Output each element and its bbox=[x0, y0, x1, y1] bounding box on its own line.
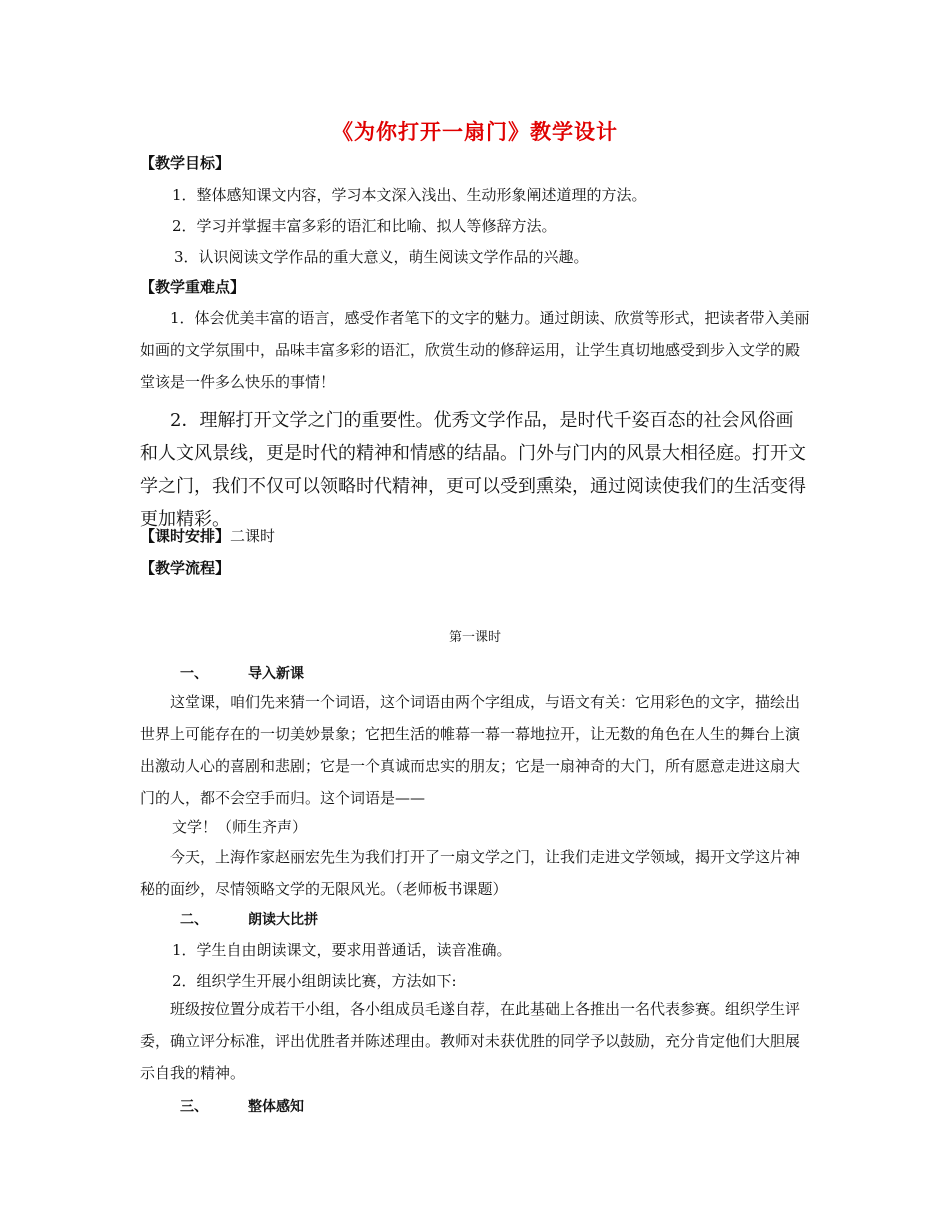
section-number: 三、 bbox=[180, 1099, 208, 1115]
section-title: 整体感知 bbox=[248, 1099, 304, 1115]
keypoints-heading: 【教学重难点】 bbox=[140, 278, 246, 296]
section1-paragraph-2: 文学！（师生齐声） bbox=[172, 818, 308, 836]
section-number: 二、 bbox=[180, 912, 208, 928]
section-title: 导入新课 bbox=[248, 666, 304, 682]
lesson-title: 第一课时 bbox=[448, 630, 501, 645]
keypoint-paragraph-2: 2．理解打开文学之门的重要性。优秀文学作品，是时代千姿百态的社会风俗画和人文风景线，更是时代的精神和情感的结晶。门外与门内的风景大相径庭。打开文学之门，我们不仅可以领略时代精神，更可以受到熏染，通过阅读使我们的生活变得更加精彩。 bbox=[140, 410, 806, 530]
schedule-heading bbox=[140, 525, 275, 546]
process-heading: 【教学流程】 bbox=[140, 559, 231, 577]
keypoint-paragraph-1: 1．体会优美丰富的语言，感受作者笔下的文字的魅力。通过朗读、欣赏等形式，把读者带入美丽如画的文学氛围中，品味丰富多彩的语汇，欣赏生动的修辞运用，让学生真切地感受到步入文学的殿堂该是一件多么快乐的事情！ bbox=[140, 309, 810, 391]
section1-paragraph-3: 今天，上海作家赵丽宏先生为我们打开了一扇文学之门，让我们走进文学领域，揭开文学这片神秘的面纱，尽情领略文学的无限风光。（老师板书课题） bbox=[140, 848, 801, 898]
section-heading-3 bbox=[180, 1096, 304, 1116]
goal-item-1: 1．整体感知课文内容，学习本文深入浅出、生动形象阐述道理的方法。 bbox=[172, 186, 647, 204]
section-title: 朗读大比拼 bbox=[248, 912, 318, 928]
schedule-heading-label: 【课时安排】 bbox=[140, 527, 231, 545]
goals-heading: 【教学目标】 bbox=[140, 154, 231, 172]
section2-item-2: 2．组织学生开展小组朗读比赛，方法如下: bbox=[172, 972, 457, 990]
section2-paragraph: 班级按位置分成若干小组，各小组成员毛遂自荐，在此基础上各推出一名代表参赛。组织学生评委，确立评分标准，评出优胜者并陈述理由。教师对未获优胜的同学予以鼓励，充分肯定他们大胆展示自我的精神。 bbox=[140, 1000, 801, 1082]
section-number: 一、 bbox=[180, 666, 208, 682]
goal-item-3: 3．认识阅读文学作品的重大意义，萌生阅读文学作品的兴趣。 bbox=[174, 248, 589, 266]
section2-item-1: 1．学生自由朗读课文，要求用普通话，读音准确。 bbox=[172, 941, 512, 959]
section-heading-2 bbox=[180, 909, 318, 929]
section-heading-1 bbox=[180, 663, 304, 683]
document-title: 《为你打开一扇门》教学设计 bbox=[332, 120, 618, 144]
goal-item-2: 2．学习并掌握丰富多彩的语汇和比喻、拟人等修辞方法。 bbox=[172, 217, 557, 235]
section1-paragraph-1: 这堂课，咱们先来猜一个词语，这个词语由两个字组成，与语文有关：它用彩色的文字，描绘出世界上可能存在的一切美妙景象；它把生活的帷幕一幕一幕地拉开，让无数的角色在人生的舞台上演出激动人心的喜剧和悲剧；它是一个真诚而忠实的朋友；它是一扇神奇的大门，所有愿意走进这扇大门的人，都不会空手而归。这个词语是—— bbox=[140, 693, 801, 807]
schedule-value: 二课时 bbox=[230, 527, 276, 545]
